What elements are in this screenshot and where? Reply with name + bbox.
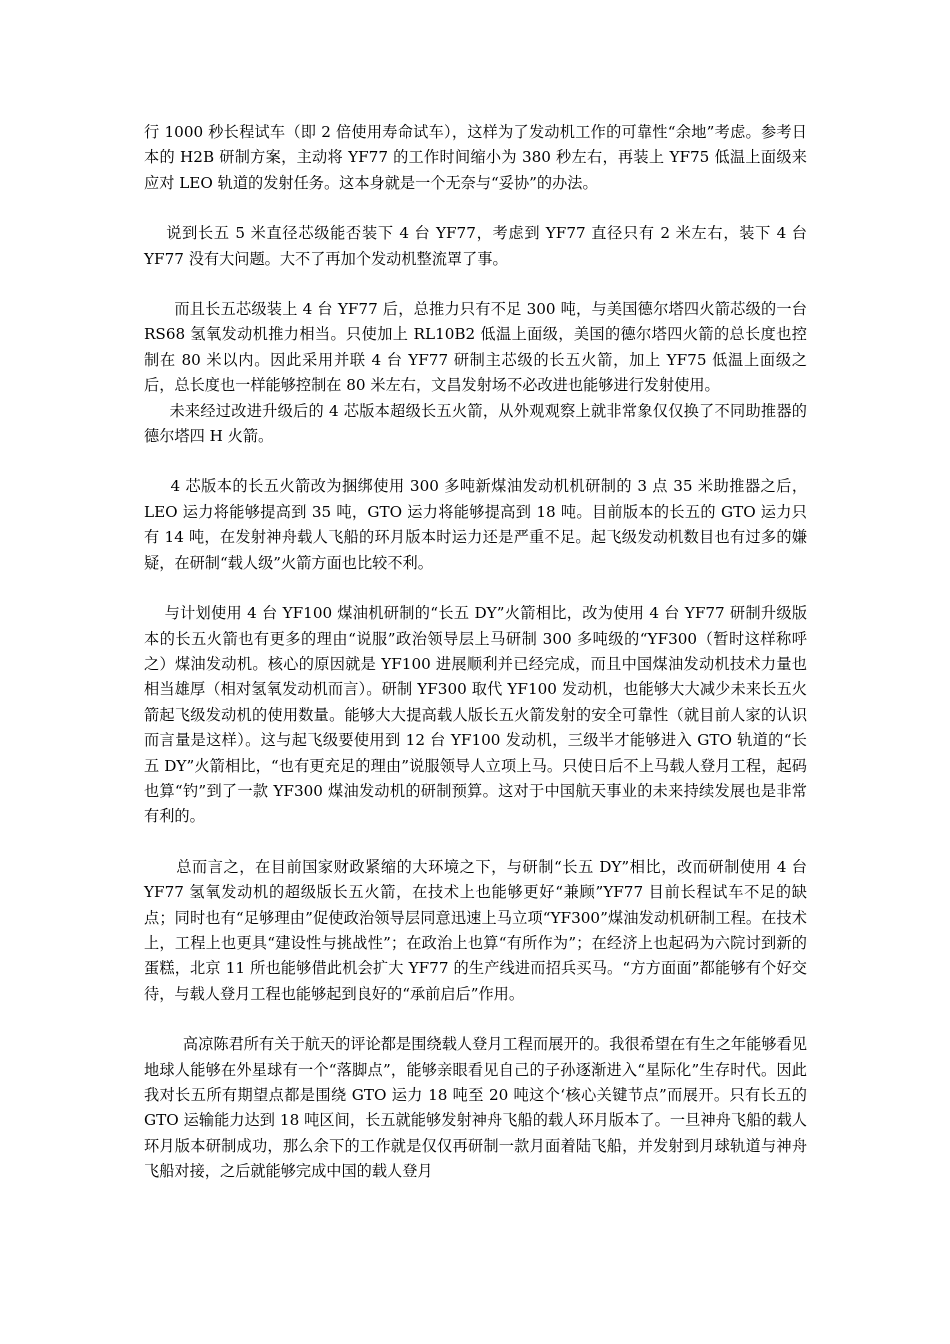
paragraph-5: 4 芯版本的长五火箭改为捆绑使用 300 多吨新煤油发动机机研制的 3 点 35 米助推器之后，LEO 运力将能够提高到 35 吨，GTO 运力将能够提高到 18 吨。目前版本的长五的 GTO 运力只有 14 吨，在发射神舟载人飞船的环月版本时运力还是严重不足。起飞级发动机数目也有过多的嫌疑，在研制“载人级”火箭方面也比较不利。 (144, 477, 808, 572)
paragraph-spacer (144, 272, 807, 297)
paragraph-spacer (144, 576, 807, 601)
paragraph-4: 未来经过改进升级后的 4 芯版本超级长五火箭，从外观观察上就非常象仅仅换了不同助推器的德尔塔四 H 火箭。 (144, 401, 807, 446)
paragraph-7: 总而言之，在目前国家财政紧缩的大环境之下，与研制“长五 DY”相比，改而研制使用 4 台 YF77 氢氧发动机的超级版长五火箭，在技术上也能够更好“兼顾”YF77 目前长程试车不足的缺点；同时也有“足够理由”促使政治领导层同意迅速上马立项“YF300”煤油发动机研制工程。在技术上，工程上也更具“建设性与挑战性”；在政治上也算“有所作为”；在经济上也起码为六院讨到新的蛋糕，北京 11 所也能够借此机会扩大 YF77 的生产线进而招兵买马。“方方面面”都能够有个好交待，与载人登月工程也能够起到良好的“承前启后”作用。 (144, 857, 812, 1003)
paragraph-1: 行 1000 秒长程试车（即 2 倍使用寿命试车），这样为了发动机工作的可靠性“余地”考虑。参考日本的 H2B 研制方案，主动将 YF77 的工作时间缩小为 380 秒左右，再装上 YF75 低温上面级来应对 LEO 轨道的发射任务。这本身就是一个无奈与“妥协”的办法。 (144, 123, 807, 192)
paragraph-6: 与计划使用 4 台 YF100 煤油机研制的“长五 DY”火箭相比，改为使用 4 台 YF77 研制升级版本的长五火箭也有更多的理由“说服”政治领导层上马研制 300 多吨级的“YF300（暂时这样称呼之）煤油发动机。核心的原因就是 YF100 进展顺利并已经完成，而且中国煤油发动机技术力量也相当雄厚（相对氢氧发动机而言）。研制 YF300 取代 YF100 发动机，也能够大大减少未来长五火箭起飞级发动机的使用数量。能够大大提高载人版长五火箭发射的安全可靠性（就目前人家的认识而言量是这样）。这与起飞级要使用到 12 台 YF100 发动机，三级半才能够进入 GTO 轨道的“长五 DY”火箭相比，“也有更充足的理由”说服领导人立项上马。只使日后不上马载人登月工程，起码也算“钓”到了一款 YF300 煤油发动机的研制预算。这对于中国航天事业的未来持续发展也是非常有利的。 (144, 604, 808, 826)
paragraph-2: 说到长五 5 米直径芯级能否装下 4 台 YF77，考虑到 YF77 直径只有 2 米左右，装下 4 台 YF77 没有大问题。大不了再加个发动机整流罩了事。 (144, 224, 812, 268)
paragraph-spacer (144, 449, 807, 474)
paragraph-8: 高凉陈君所有关于航天的评论都是围绕载人登月工程而展开的。我很希望在有生之年能够看见地球人能够在外星球有一个“落脚点”，能够亲眼看见自己的子孙逐渐进入“星际化”生存时代。因此我对长五所有期望点都是围绕 GTO 运力 18 吨至 20 吨这个‘核心关键节点”而展开。只有长五的 GTO 运输能力达到 18 吨区间，长五就能够发射神舟飞船的载人环月版本了。一旦神舟飞船的载人环月版本研制成功，那么余下的工作就是仅仅再研制一款月面着陆飞船，并发射到月球轨道与神舟飞船对接，之后就能够完成中国的载人登月 (144, 1035, 812, 1181)
paragraph-spacer (144, 1007, 807, 1032)
paragraph-spacer (144, 196, 807, 221)
document-body (144, 120, 812, 1185)
paragraph-3: 而且长五芯级装上 4 台 YF77 后，总推力只有不足 300 吨，与美国德尔塔四火箭芯级的一台 RS68 氢氧发动机推力相当。只使加上 RL10B2 低温上面级，美国的德尔塔四火箭的总长度也控制在 80 米以内。因此采用并联 4 台 YF77 研制主芯级的长五火箭，加上 YF75 低温上面级之后，总长度也一样能够控制在 80 米左右，文昌发射场不必改进也能够进行发射使用。 (144, 300, 812, 395)
paragraph-spacer (144, 830, 807, 855)
